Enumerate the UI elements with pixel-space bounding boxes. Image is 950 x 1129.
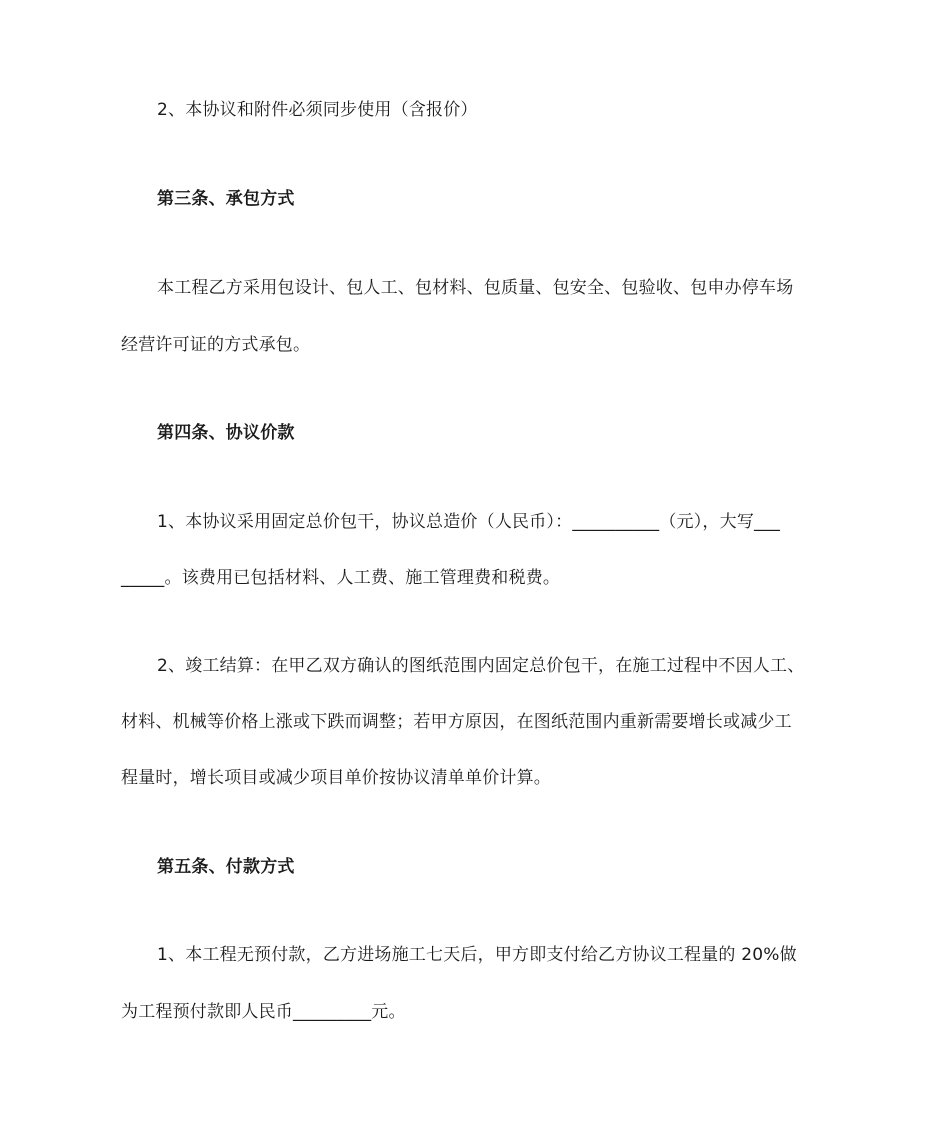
paragraph-line: 2、竣工结算：在甲乙双方确认的图纸范围内固定总价包干，在施工过程中不因人工、: [157, 656, 805, 676]
paragraph-line: _____。该费用已包括材料、人工费、施工管理费和税费。: [121, 568, 561, 588]
section-heading-article-5: 第五条、付款方式: [157, 857, 295, 877]
section-heading-article-3: 第三条、承包方式: [157, 189, 295, 209]
paragraph-line: 程量时，增长项目或减少项目单价按协议清单单价计算。: [121, 768, 551, 788]
paragraph-line: 为工程预付款即人民币_________元。: [121, 1002, 406, 1022]
paragraph-line: 本工程乙方采用包设计、包人工、包材料、包质量、包安全、包验收、包申办停车场: [157, 278, 794, 298]
paragraph-line: 材料、机械等价格上涨或下跌而调整；若甲方原因，在图纸范围内重新需要增长或减少工: [121, 712, 792, 732]
paragraph-line: 经营许可证的方式承包。: [121, 335, 311, 355]
paragraph-line: 1、本协议采用固定总价包干，协议总造价（人民币）：__________（元），大写___: [157, 512, 781, 532]
section-heading-article-4: 第四条、协议价款: [157, 423, 295, 443]
clause-3-item-2: 2、本协议和附件必须同步使用（含报价）: [157, 100, 478, 120]
paragraph-line: 1、本工程无预付款，乙方进场施工七天后，甲方即支付给乙方协议工程量的 20%做: [157, 945, 797, 965]
